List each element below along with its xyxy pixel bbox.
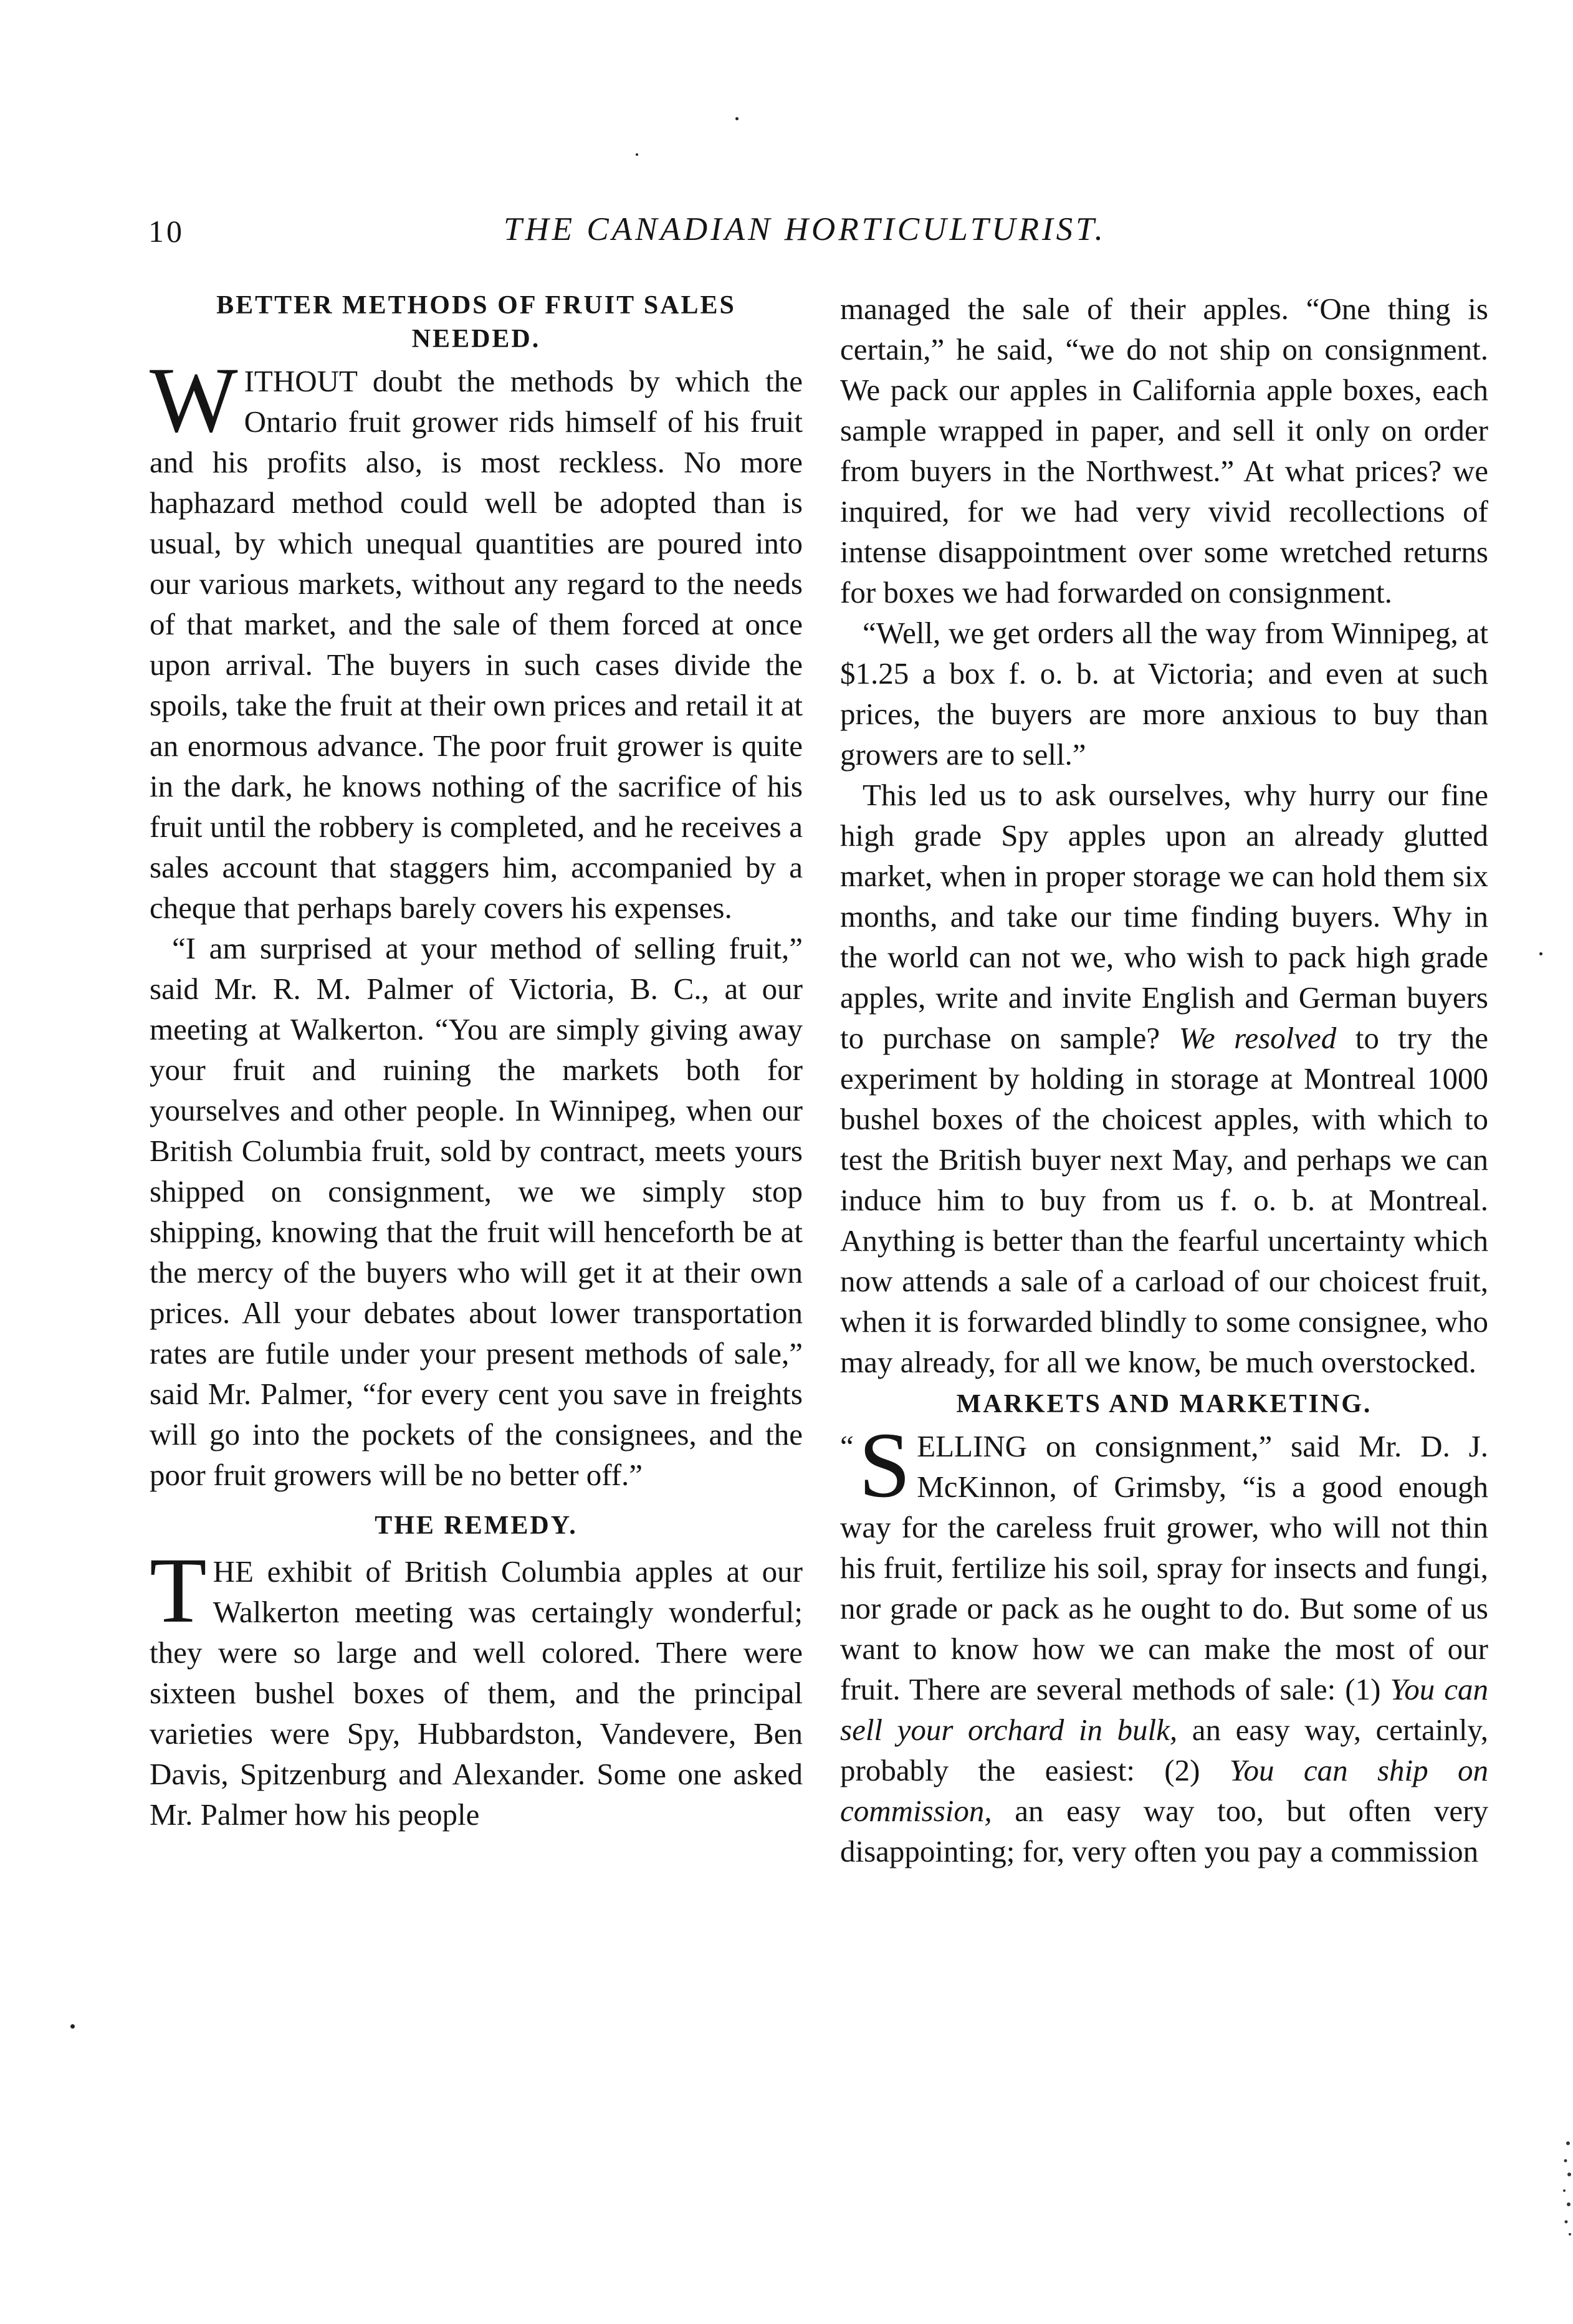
drop-cap: S bbox=[858, 1413, 911, 1517]
paragraph-text: This led us to ask ourselves, why hurry our fine high grade Spy apples upon an already glutted market, when in proper storage we can hold them six months, and take our time finding buyers. Why in the world can not we, who wish to pack high grade apples, write and invite English and German buyers to purchase on sample? bbox=[840, 778, 1488, 1055]
paragraph: “Well, we get orders all the way from Winnipeg, at $1.25 a box f. o. b. at Victoria; and even at such prices, the buyers are more anxious to buy than growers are to sell.” bbox=[840, 616, 1488, 772]
running-title: THE CANADIAN HORTICULTURIST. bbox=[504, 211, 1106, 247]
page-number: 10 bbox=[148, 214, 184, 249]
open-quote: “ bbox=[840, 1429, 854, 1463]
paragraph bbox=[840, 775, 1488, 1382]
paragraph bbox=[840, 1413, 1489, 1872]
paragraph-text: HE exhibit of British Columbia apples at our Walkerton meeting was certaingly wonderful; they were so large and well colored. There were sixteen bushel boxes of them, and the principal varieties were Spy, Hubbardston, Vandevere, Ben Davis, Spitzenburg and Alexander. Some one asked Mr. Palmer how his people bbox=[150, 1554, 803, 1832]
paragraph-text: an easy way too, but often very disappointing; for, very often you pay a commission bbox=[840, 1794, 1488, 1868]
section-heading: MARKETS AND MARKETING. bbox=[956, 1390, 1372, 1418]
drop-cap: T bbox=[150, 1539, 207, 1642]
print-speck bbox=[1539, 952, 1542, 955]
print-speck bbox=[70, 2024, 75, 2029]
right-column bbox=[840, 289, 1488, 1872]
drop-cap: W bbox=[150, 348, 238, 452]
paragraph-text: ELLING on consignment,” said Mr. D. J. McKinnon, of Grimsby, “is a good enough way for the careless fruit grower, who will not thin his fruit, fertilize his soil, spray for insects and fungi, nor grade or pack as he ought to do. But some of us want to know how we can make the most of our fruit. There are several methods of sale: (1) bbox=[840, 1429, 1488, 1706]
paragraph-text: to try the experiment by holding in storage at Montreal 1000 bushel boxes of the choicest apples, with which to test the British buyer next May, and perhaps we can induce him to buy from us f. o. b. at Montreal. Anything is better than the fearful uncertainty which now attends a sale of a carload of our choicest fruit, when it is forwarded blindly to some consignee, who may already, for all we know, be much overstocked. bbox=[840, 1021, 1489, 1379]
section-heading: BETTER METHODS OF FRUIT SALES NEEDED. bbox=[216, 291, 736, 353]
section-heading: THE REMEDY. bbox=[375, 1511, 578, 1540]
italic-text: You can sell your orchard in bulk, bbox=[840, 1672, 1489, 1747]
print-speck bbox=[735, 117, 739, 120]
page-header bbox=[148, 211, 1438, 254]
paragraph bbox=[150, 1539, 803, 1835]
paragraph-text: ITHOUT doubt the methods by which the Ontario fruit grower rids himself of his fruit and his profits also, is most reckless. No more haphazard method could well be adopted than is usual, by which unequal quantities are poured into our various markets, without any regard to the needs of that market, and the sale of them forced at once upon arrival. The buyers in such cases divide the spoils, take the fruit at their own prices and retail it at an enormous advance. The poor fruit grower is quite in the dark, he knows nothing of the sacrifice of his fruit until the robbery is completed, and he receives a sales account that staggers him, accompanied by a cheque that perhaps barely covers his expenses. bbox=[150, 364, 803, 925]
page-edge-mark bbox=[1551, 2131, 1573, 2243]
paragraph-text: an easy way, certainly, probably the easiest: (2) bbox=[840, 1713, 1489, 1787]
paragraph bbox=[150, 348, 803, 928]
italic-text: We resolved bbox=[1179, 1021, 1337, 1055]
left-column bbox=[150, 289, 803, 1835]
paragraph: “I am surprised at your method of selling fruit,” said Mr. R. M. Palmer of Victoria, B. C., at our meeting at Walkerton. “You are simply giving away your fruit and ruining the markets both for yourselves and other people. In Winnipeg, when our British Columbia fruit, sold by contract, meets yours shipped on consignment, we we simply stop shipping, knowing that the fruit will henceforth be at the mercy of the buyers who will get it at their own prices. All your debates about lower transportation rates are futile under your present methods of sale,” said Mr. Palmer, “for every cent you save in freights will go into the pockets of the consignees, and the poor fruit growers will be no better off.” bbox=[150, 931, 803, 1492]
paragraph: managed the sale of their apples. “One thing is certain,” he said, “we do not ship on consignment. We pack our apples in California apple boxes, each sample wrapped in paper, and sell it only on order from buyers in the Northwest.” At what prices? we inquired, for we had very vivid recollections of intense disappointment over some wretched returns for boxes we had forwarded on consignment. bbox=[840, 292, 1488, 610]
italic-text: You can ship on commission, bbox=[840, 1753, 1488, 1828]
print-speck bbox=[636, 153, 638, 156]
